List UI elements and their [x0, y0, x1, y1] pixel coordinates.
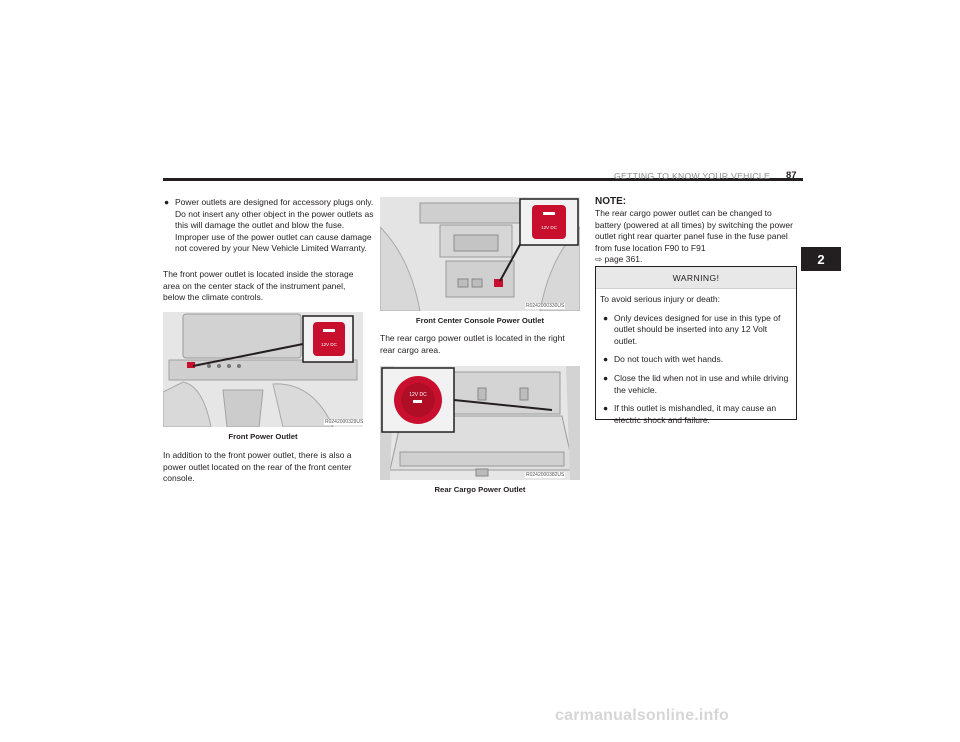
- page-number: 87: [786, 170, 797, 181]
- outlet-label: 12V DC: [541, 225, 557, 230]
- warning-intro: To avoid serious injury or death:: [600, 294, 721, 304]
- rear-cargo-power-outlet-caption: Rear Cargo Power Outlet: [434, 485, 526, 494]
- note-title: NOTE:: [595, 196, 627, 207]
- warning-title: WARNING!: [596, 267, 796, 289]
- warning-item: ● Only devices designed for use in this type of outlet should be inserted into any 12 Volt outlet.: [603, 312, 781, 346]
- chapter-tab[interactable]: 2: [801, 247, 841, 271]
- bullet-dot-icon: ●: [603, 372, 609, 383]
- note-body: The rear cargo power outlet can be changed to battery (powered at all times) by switching the power outlet right rear quarter panel fuse in the fuse panel from fuse location F90 to F91: [595, 208, 793, 253]
- outlet-label: 12V DC: [321, 342, 337, 347]
- accessory-bullet: [163, 197, 375, 255]
- rear-cargo-power-outlet-figure: [380, 366, 580, 480]
- bullet-dot-icon: ●: [603, 354, 609, 365]
- page-ref-arrow-icon: ⇨: [595, 254, 603, 265]
- figure-id: R0242000382US: [526, 472, 565, 478]
- warning-item: ● Close the lid when not in use and while driving the vehicle.: [603, 372, 789, 395]
- console-power-outlet-caption: Front Center Console Power Outlet: [415, 316, 545, 325]
- console-outlet-paragraph: In addition to the front power outlet, there is also a power outlet located on the rear of the front center console.: [163, 450, 352, 484]
- bullet-text: Power outlets are designed for accessory plugs only. Do not insert any other object in the power outlets as this will damage the outlet and blow the fuse. Improper use of the power outlet can cause damage not covered by your New Vehicle Limited Warranty.: [175, 197, 374, 254]
- section-title: GETTING TO KNOW YOUR VEHICLE: [614, 171, 770, 181]
- watermark: carmanualsonline.info: [555, 707, 730, 724]
- bullet-dot-icon: ●: [603, 312, 609, 323]
- console-power-outlet-figure: [380, 197, 580, 311]
- front-power-outlet-caption: Front Power Outlet: [228, 432, 298, 441]
- warning-item: ● Do not touch with wet hands.: [603, 354, 724, 365]
- warning-box: [595, 266, 797, 425]
- figure-id: R0242000330US: [526, 303, 565, 309]
- note-page-ref[interactable]: page 361.: [604, 254, 643, 265]
- rear-outlet-paragraph: The rear cargo power outlet is located in the right rear cargo area.: [380, 333, 565, 355]
- outlet-label: 12V DC: [409, 392, 427, 398]
- outlet-marker: [494, 279, 503, 287]
- figure-id: R0242000329US: [325, 419, 363, 425]
- warning-item: ● If this outlet is mishandled, it may cause an electric shock and failure.: [603, 403, 777, 425]
- front-outlet-paragraph: The front power outlet is located inside the storage area on the center stack of the instrument panel, below the climate controls.: [163, 269, 354, 303]
- bullet-dot-icon: ●: [164, 197, 170, 207]
- bullet-dot-icon: ●: [603, 403, 609, 414]
- note-text: [595, 208, 797, 266]
- front-power-outlet-figure: [163, 312, 363, 427]
